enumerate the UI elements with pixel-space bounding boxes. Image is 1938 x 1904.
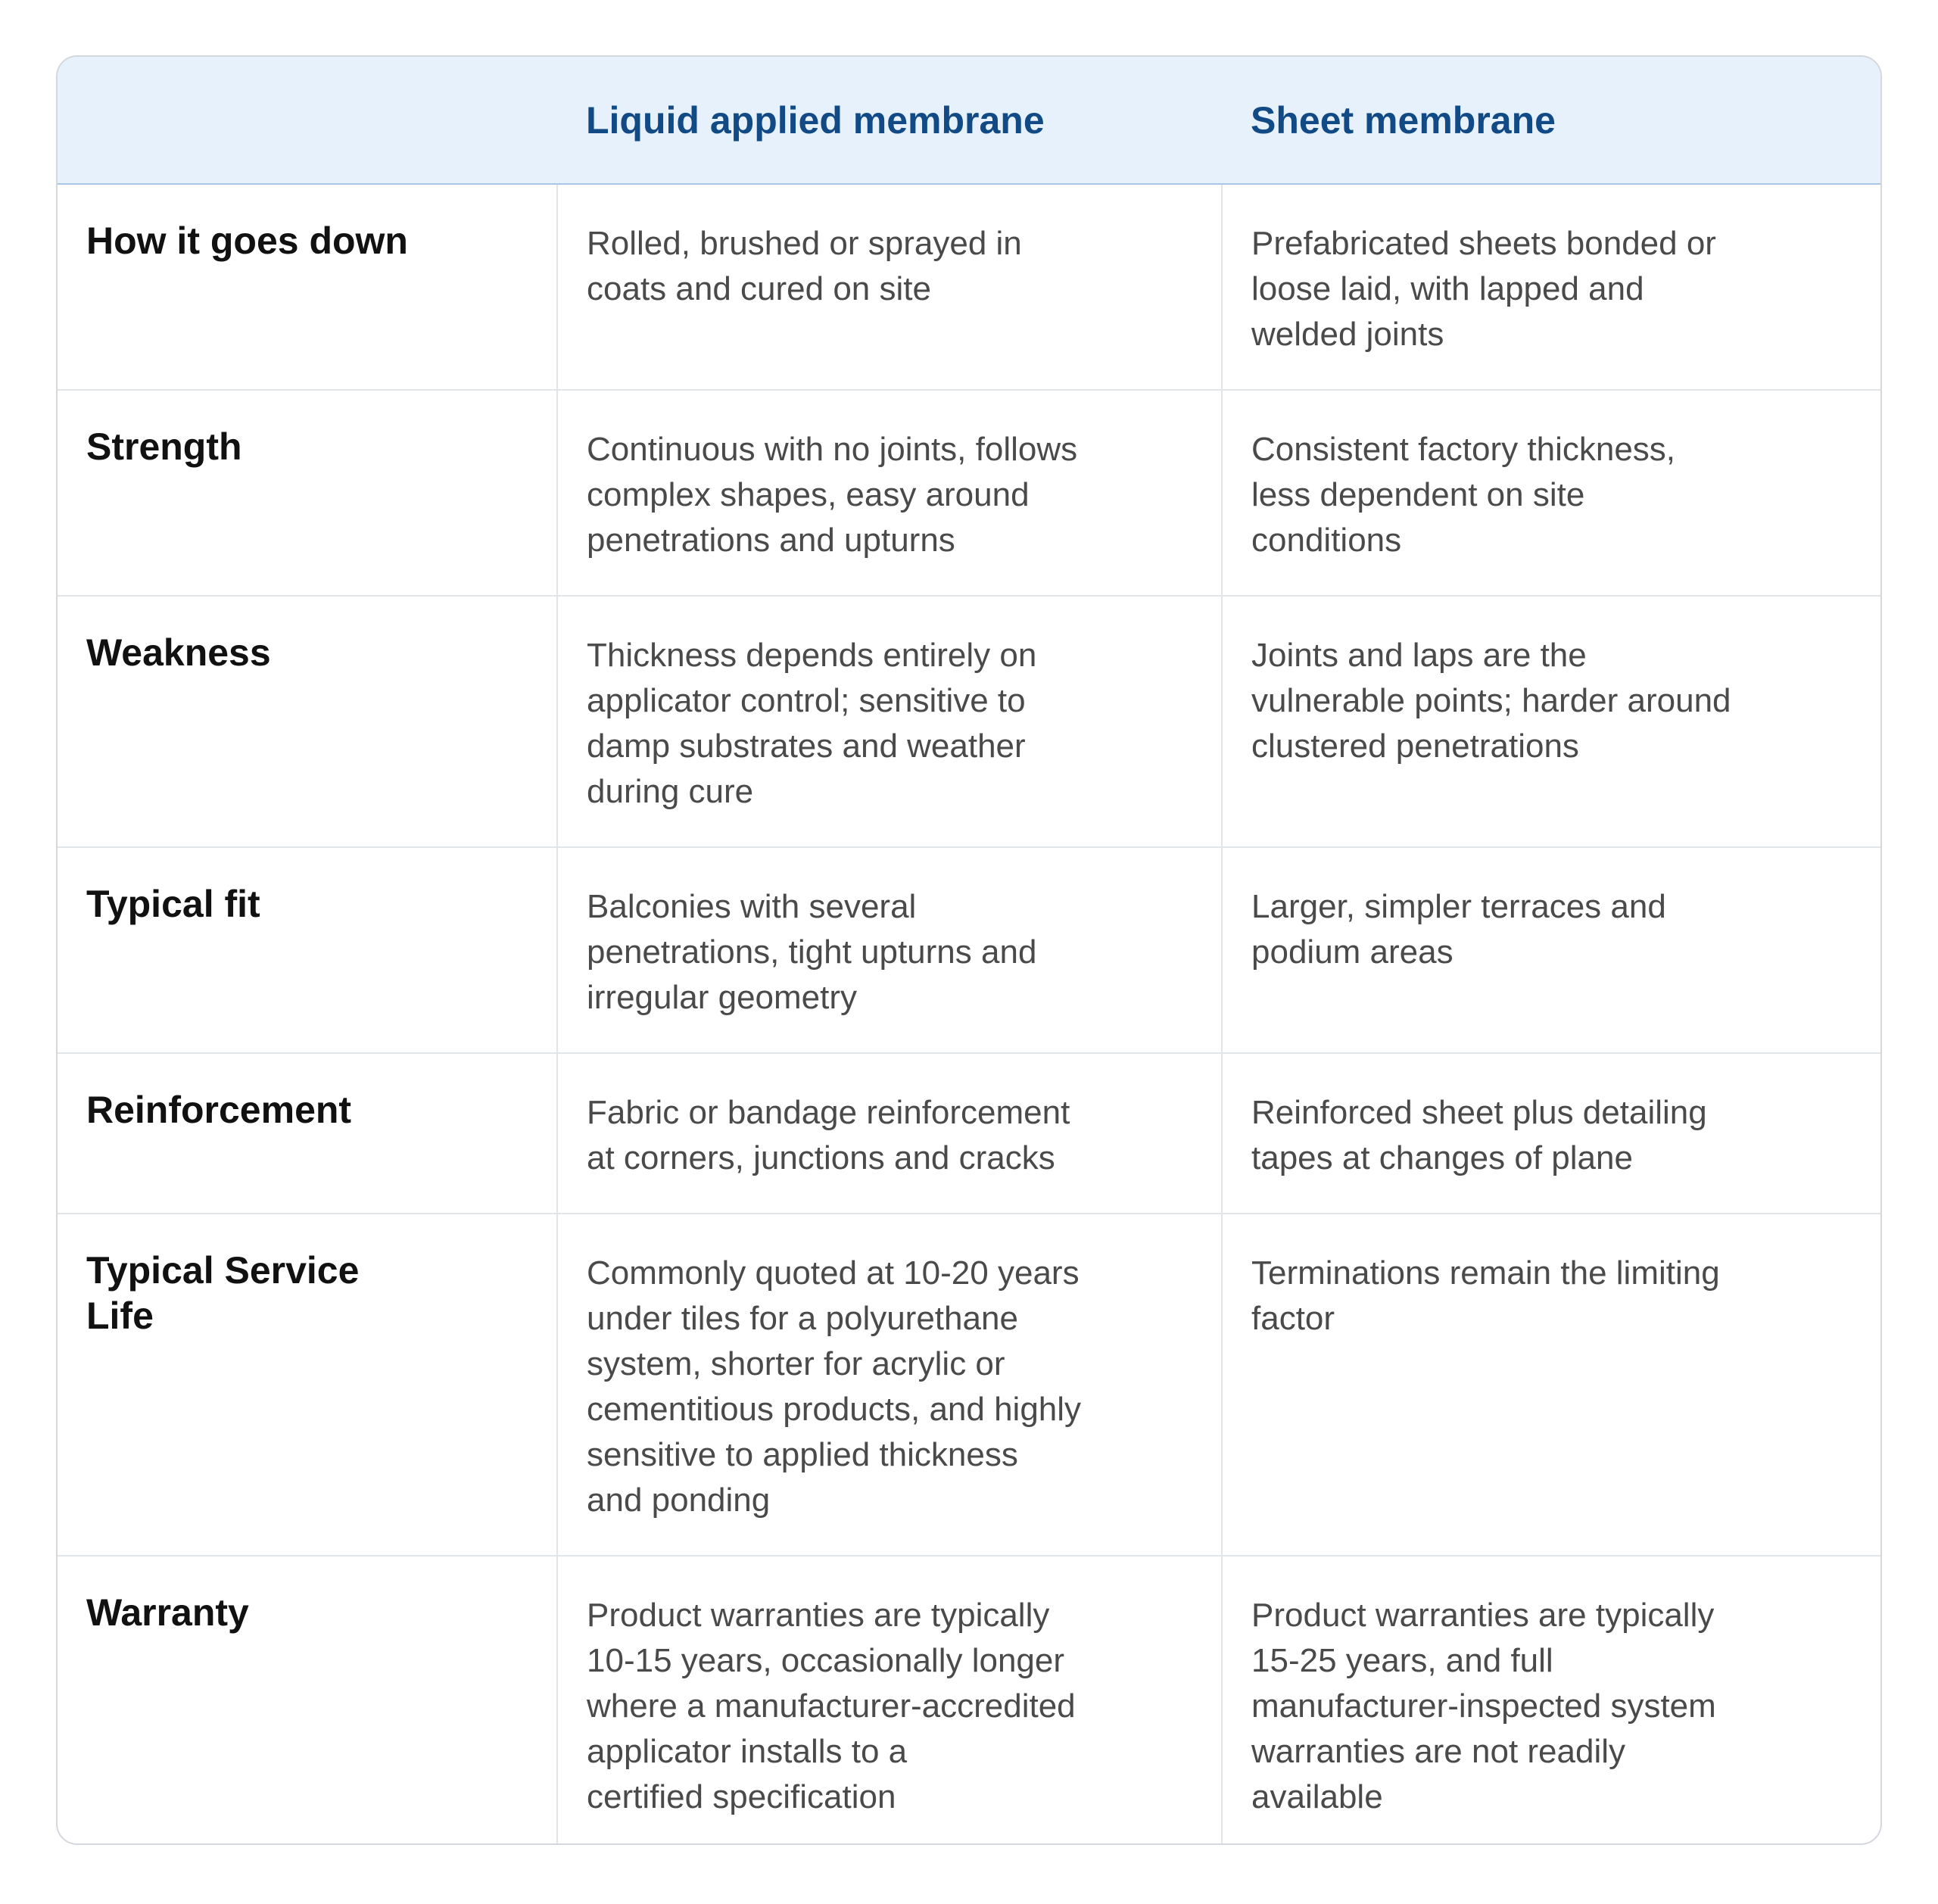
cell-sheet-how-it-goes-down: Prefabricated sheets bonded or loose laid, with lapped and welded joints xyxy=(1222,184,1880,390)
row-label-typical-service-life: Typical Service Life xyxy=(58,1214,557,1556)
table-row xyxy=(58,1214,1880,1556)
row-label-warranty: Warranty xyxy=(58,1556,557,1845)
cell-liquid-weakness: Thickness depends entirely on applicator control; sensitive to damp substrates and weather during cure xyxy=(557,596,1222,847)
cell-sheet-reinforcement: Reinforced sheet plus detailing tapes at changes of plane xyxy=(1222,1053,1880,1214)
cell-liquid-typical-fit: Balconies with several penetrations, tight upturns and irregular geometry xyxy=(557,847,1222,1053)
cell-liquid-typical-service-life: Commonly quoted at 10-20 years under tiles for a polyurethane system, shorter for acrylic or cementitious products, and highly sensitive to applied thickness and ponding xyxy=(557,1214,1222,1556)
cell-sheet-typical-fit: Larger, simpler terraces and podium areas xyxy=(1222,847,1880,1053)
table-header-row xyxy=(58,57,1880,184)
cell-liquid-reinforcement: Fabric or bandage reinforcement at corners, junctions and cracks xyxy=(557,1053,1222,1214)
header-liquid-applied-membrane: Liquid applied membrane xyxy=(557,57,1222,184)
cell-sheet-weakness: Joints and laps are the vulnerable points; harder around clustered penetrations xyxy=(1222,596,1880,847)
table-row xyxy=(58,390,1880,596)
table-row xyxy=(58,1053,1880,1214)
header-empty-cell xyxy=(58,57,557,184)
cell-sheet-warranty: Product warranties are typically 15-25 years, and full manufacturer-inspected system warranties are not readily available xyxy=(1222,1556,1880,1845)
cell-liquid-strength: Continuous with no joints, follows complex shapes, easy around penetrations and upturns xyxy=(557,390,1222,596)
table-row xyxy=(58,596,1880,847)
row-label-typical-fit: Typical fit xyxy=(58,847,557,1053)
cell-liquid-warranty: Product warranties are typically 10-15 years, occasionally longer where a manufacturer-accredited applicator installs to a certified specification xyxy=(557,1556,1222,1845)
table-row xyxy=(58,1556,1880,1845)
table-row xyxy=(58,847,1880,1053)
cell-sheet-strength: Consistent factory thickness, less dependent on site conditions xyxy=(1222,390,1880,596)
row-label-reinforcement: Reinforcement xyxy=(58,1053,557,1214)
cell-sheet-typical-service-life: Terminations remain the limiting factor xyxy=(1222,1214,1880,1556)
comparison-table xyxy=(58,57,1880,1845)
header-sheet-membrane: Sheet membrane xyxy=(1222,57,1880,184)
row-label-strength: Strength xyxy=(58,390,557,596)
cell-liquid-how-it-goes-down: Rolled, brushed or sprayed in coats and cured on site xyxy=(557,184,1222,390)
row-label-how-it-goes-down: How it goes down xyxy=(86,220,408,262)
row-label-weakness: Weakness xyxy=(58,596,557,847)
table-row xyxy=(58,184,1880,390)
comparison-table-card xyxy=(56,55,1882,1845)
